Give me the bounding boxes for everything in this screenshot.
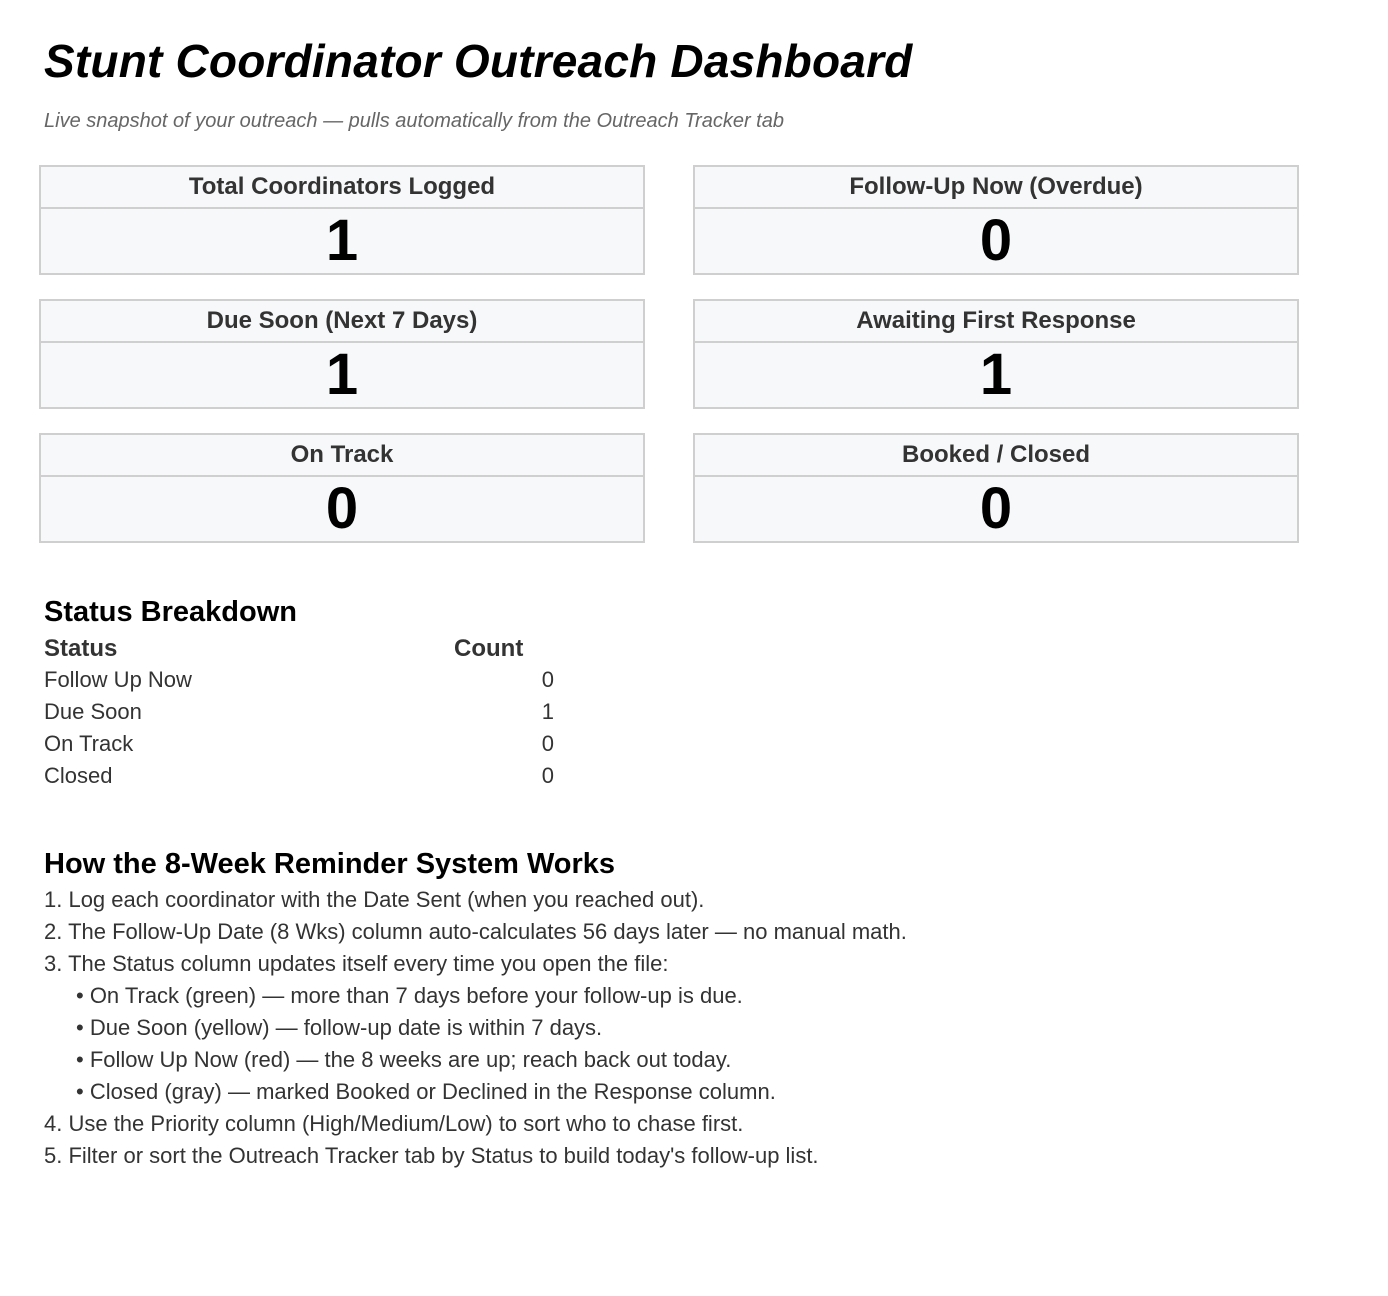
count-cell: 0 bbox=[541, 763, 554, 788]
dashboard-subtitle: Live snapshot of your outreach — pulls automatically from the Outreach Tracker tab bbox=[44, 110, 784, 132]
count-cell: 0 bbox=[541, 667, 554, 692]
kpi-card-due-soon[interactable] bbox=[39, 299, 645, 409]
step-item: 3. The Status column updates itself every time you open the file: bbox=[44, 951, 669, 976]
dashboard-title: Stunt Coordinator Outreach Dashboard bbox=[44, 35, 913, 87]
kpi-card-booked-closed[interactable] bbox=[693, 433, 1299, 543]
count-cell: 1 bbox=[541, 699, 554, 724]
status-cell: On Track bbox=[44, 731, 134, 756]
table-row[interactable] bbox=[44, 760, 564, 792]
kpi-card-awaiting-response[interactable] bbox=[693, 299, 1299, 409]
kpi-label: Booked / Closed bbox=[695, 435, 1297, 477]
count-cell: 0 bbox=[541, 731, 554, 756]
table-header-row bbox=[44, 634, 564, 664]
status-cell: Closed bbox=[44, 763, 113, 788]
kpi-card-total-coordinators[interactable] bbox=[39, 165, 645, 275]
status-cell: Due Soon bbox=[44, 699, 142, 724]
kpi-label: Due Soon (Next 7 Days) bbox=[41, 301, 643, 343]
kpi-value: 1 bbox=[979, 342, 1013, 407]
step-item: 4. Use the Priority column (High/Medium/Low) to sort who to chase first. bbox=[44, 1111, 744, 1136]
table-row[interactable] bbox=[44, 696, 564, 728]
step-subitem: • Closed (gray) — marked Booked or Declined in the Response column. bbox=[76, 1079, 776, 1104]
kpi-value: 0 bbox=[979, 476, 1013, 541]
header-status[interactable]: Status bbox=[44, 635, 118, 662]
kpi-value: 1 bbox=[325, 208, 359, 273]
kpi-value: 1 bbox=[325, 342, 359, 407]
status-cell: Follow Up Now bbox=[44, 667, 192, 692]
how-it-works-steps bbox=[44, 884, 1344, 1172]
table-row[interactable] bbox=[44, 664, 564, 696]
status-breakdown-table bbox=[44, 634, 564, 792]
step-subitem: • Follow Up Now (red) — the 8 weeks are up; reach back out today. bbox=[76, 1047, 732, 1072]
header-count[interactable]: Count bbox=[454, 635, 524, 662]
step-item: 1. Log each coordinator with the Date Sent (when you reached out). bbox=[44, 887, 705, 912]
kpi-label: Total Coordinators Logged bbox=[41, 167, 643, 209]
kpi-card-on-track[interactable] bbox=[39, 433, 645, 543]
table-row[interactable] bbox=[44, 728, 564, 760]
kpi-label: On Track bbox=[41, 435, 643, 477]
step-item: 5. Filter or sort the Outreach Tracker tab by Status to build today's follow-up list. bbox=[44, 1143, 819, 1168]
step-item: 2. The Follow-Up Date (8 Wks) column auto-calculates 56 days later — no manual math. bbox=[44, 919, 907, 944]
kpi-value: 0 bbox=[325, 476, 359, 541]
kpi-label: Follow-Up Now (Overdue) bbox=[695, 167, 1297, 209]
status-breakdown-title: Status Breakdown bbox=[44, 596, 297, 628]
step-subitem: • Due Soon (yellow) — follow-up date is within 7 days. bbox=[76, 1015, 603, 1040]
kpi-value: 0 bbox=[979, 208, 1013, 273]
how-it-works-title: How the 8-Week Reminder System Works bbox=[44, 848, 616, 880]
step-subitem: • On Track (green) — more than 7 days before your follow-up is due. bbox=[76, 983, 743, 1008]
kpi-card-follow-up-now[interactable] bbox=[693, 165, 1299, 275]
kpi-label: Awaiting First Response bbox=[695, 301, 1297, 343]
